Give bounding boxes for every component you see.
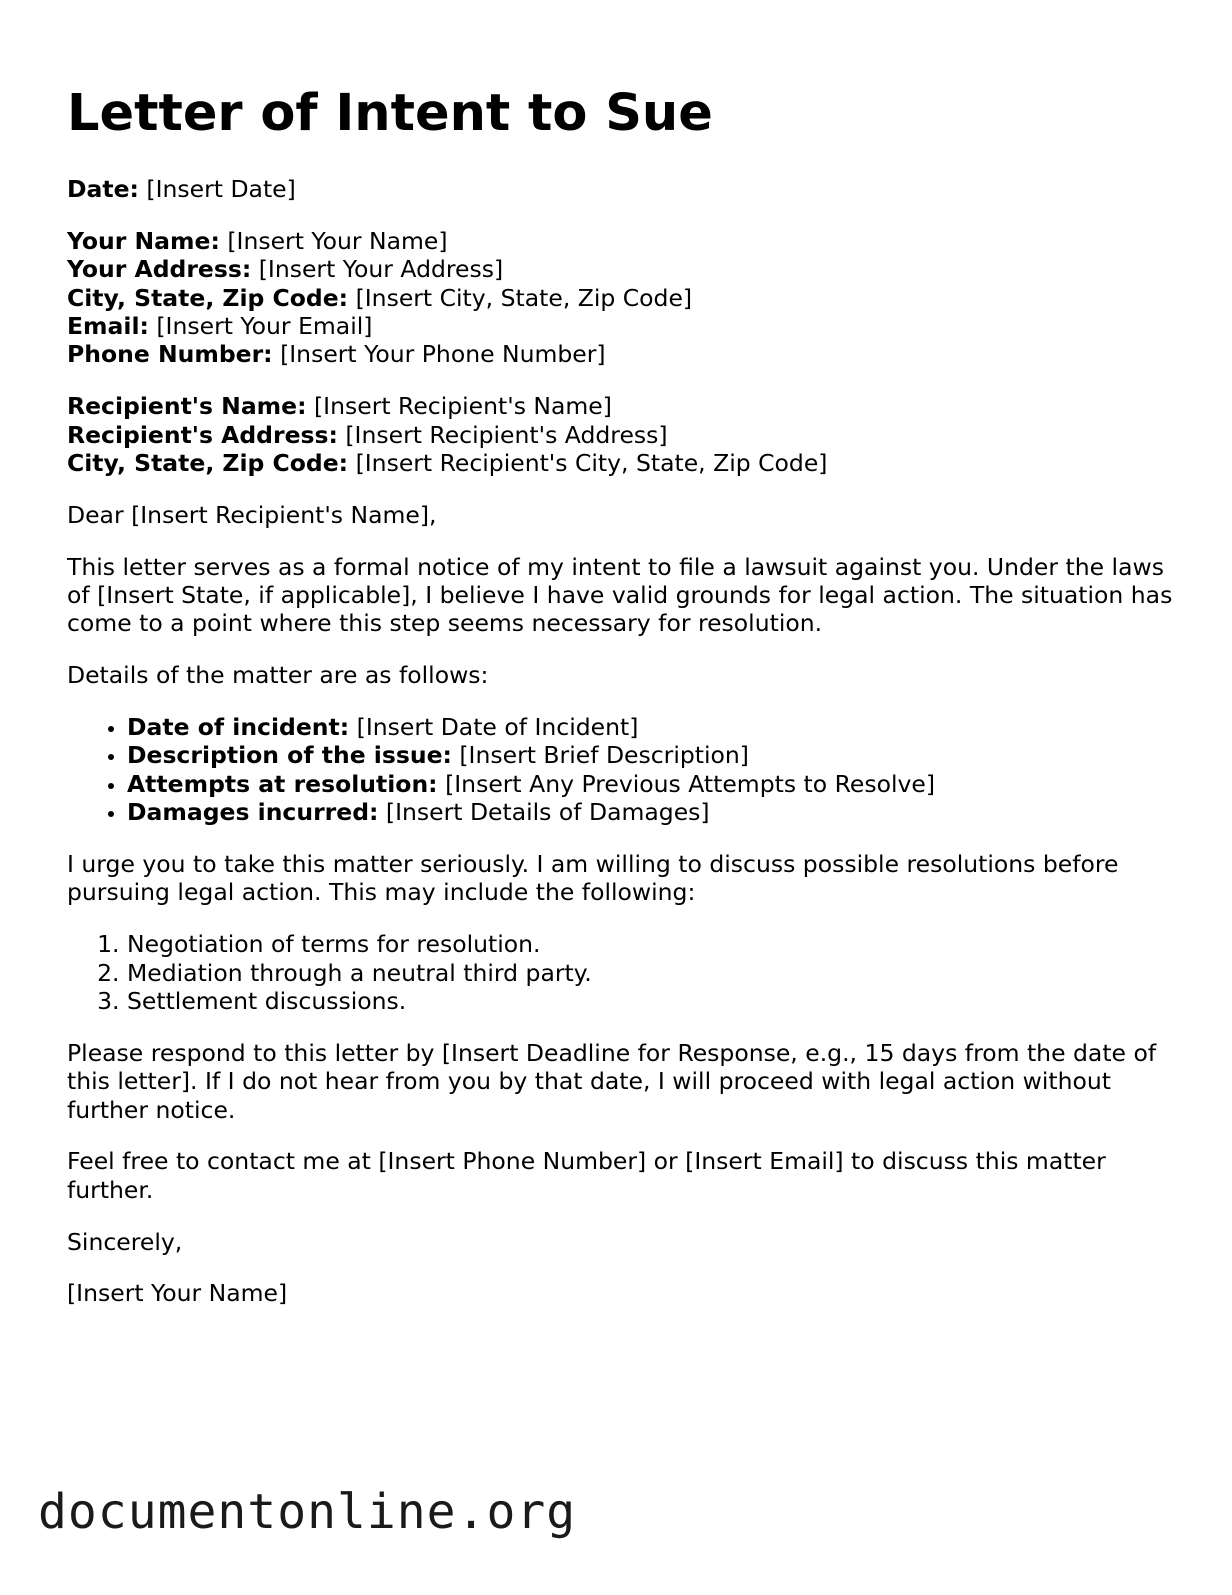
- sender-name-line: [67, 227, 1177, 255]
- recipient-address-line: [67, 421, 1177, 449]
- field-label: Email:: [67, 312, 149, 341]
- date-line: [67, 175, 1177, 203]
- field-value: [Insert Recipient's City, State, Zip Code]: [355, 449, 828, 478]
- list-item: 2. Mediation through a neutral third party.: [127, 959, 1177, 987]
- date-label: Date:: [67, 175, 139, 203]
- intro-paragraph: This letter serves as a formal notice of my intent to file a lawsuit against you. Under the laws of [Insert State, if applicable], I believe I have valid grounds for legal action. The situation has come to a point where this step seems necessary for resolution.: [67, 552, 1173, 638]
- details-list: [67, 713, 1177, 827]
- details-intro: Details of the matter are as follows:: [67, 661, 489, 690]
- list-item: [127, 741, 1177, 769]
- field-label: City, State, Zip Code:: [67, 449, 349, 478]
- sender-block: [67, 227, 1177, 369]
- contact-paragraph: Feel free to contact me at [Insert Phone Number] or [Insert Email] to discuss this matter further.: [67, 1147, 1106, 1204]
- date-block: [67, 175, 1177, 203]
- document-title: Letter of Intent to Sue: [67, 84, 713, 143]
- field-label: Recipient's Name:: [67, 392, 307, 421]
- item-value: [Insert Details of Damages]: [385, 798, 710, 827]
- item-label: Damages incurred:: [127, 798, 379, 827]
- item-label: Attempts at resolution:: [127, 769, 438, 798]
- field-value: [Insert Recipient's Name]: [314, 392, 612, 421]
- field-value: [Insert Recipient's Address]: [345, 420, 668, 449]
- field-label: Your Name:: [67, 226, 220, 255]
- urge-paragraph: I urge you to take this matter seriously. I am willing to discuss possible resolutions before pursuing legal action. This may include the following:: [67, 850, 1119, 907]
- list-item: 3. Settlement discussions.: [127, 987, 1177, 1015]
- salutation: Dear [Insert Recipient's Name],: [67, 500, 437, 529]
- field-label: Your Address:: [67, 255, 252, 284]
- item-label: Description of the issue:: [127, 741, 452, 770]
- recipient-name-line: [67, 392, 1177, 420]
- field-value: [Insert Your Name]: [227, 226, 448, 255]
- recipient-city-line: [67, 449, 1177, 477]
- sender-city-line: [67, 284, 1177, 312]
- letter-body: [67, 175, 1177, 1331]
- item-value: [Insert Date of Incident]: [356, 713, 639, 742]
- sender-email-line: [67, 312, 1177, 340]
- sender-address-line: [67, 255, 1177, 283]
- list-item: [127, 770, 1177, 798]
- sender-phone-line: [67, 340, 1177, 368]
- item-value: [Insert Brief Description]: [459, 741, 749, 770]
- field-label: Phone Number:: [67, 340, 273, 369]
- field-value: [Insert City, State, Zip Code]: [355, 283, 693, 312]
- deadline-paragraph: Please respond to this letter by [Insert Deadline for Response, e.g., 15 days from the date of this letter]. If I do not hear from you by that date, I will proceed with legal action without further notice.: [67, 1038, 1157, 1124]
- field-label: City, State, Zip Code:: [67, 283, 349, 312]
- recipient-block: [67, 392, 1177, 477]
- list-item: [127, 713, 1177, 741]
- field-value: [Insert Your Phone Number]: [280, 340, 606, 369]
- item-label: Date of incident:: [127, 713, 350, 742]
- date-value: [Insert Date]: [146, 175, 296, 203]
- watermark: documentonline.org: [38, 1484, 577, 1540]
- list-item: 1. Negotiation of terms for resolution.: [127, 930, 1177, 958]
- field-value: [Insert Your Address]: [258, 255, 504, 284]
- item-value: [Insert Any Previous Attempts to Resolve]: [445, 769, 936, 798]
- field-value: [Insert Your Email]: [156, 312, 373, 341]
- closing: Sincerely,: [67, 1227, 183, 1256]
- field-label: Recipient's Address:: [67, 420, 338, 449]
- list-item: [127, 798, 1177, 826]
- signature: [Insert Your Name]: [67, 1279, 288, 1308]
- options-list: [67, 930, 1177, 1015]
